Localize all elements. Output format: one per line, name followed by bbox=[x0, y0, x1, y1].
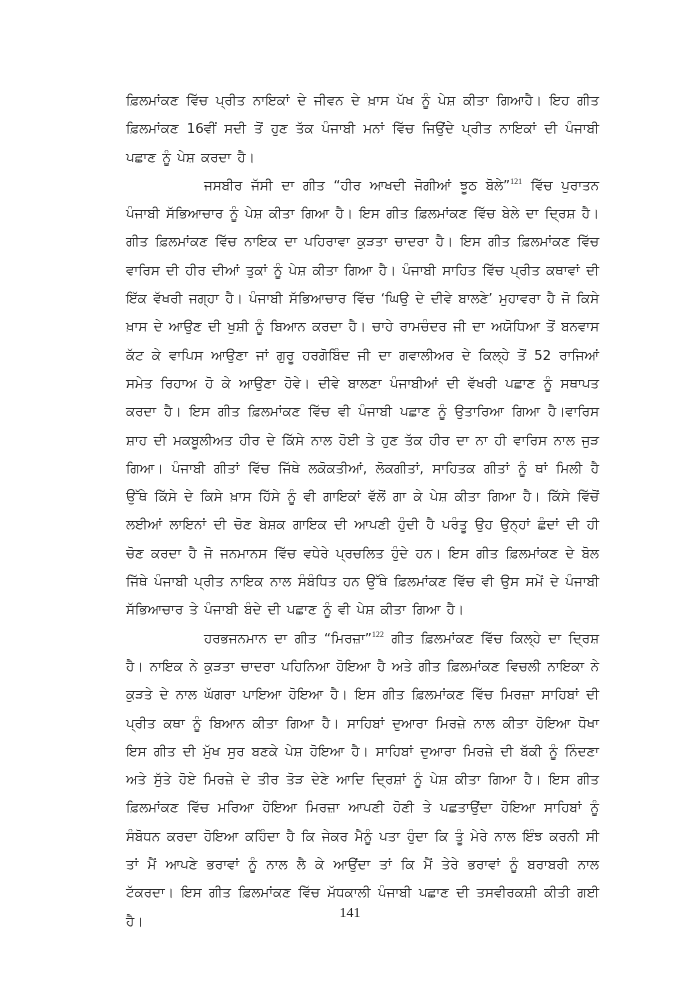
paragraph-text: ਫ਼ਿਲਮਾਂਕਣ ਵਿੱਚ ਪ੍ਰੀਤ ਨਾਇਕਾਂ ਦੇ ਜੀਵਨ ਦੇ ਖ਼ਾਸ ਪੱਖ ਨੂੰ ਪੇਸ਼ ਕੀਤਾ ਗਿਆਹੈ। ਇਹ ਗੀਤ ਫ਼ਿਲਮਾਂਕਣ 16ਵੀਂ ਸਦੀ ਤੋਂ ਹੁਣ ਤੱਕ ਪੰਜਾਬੀ ਮਨਾਂ ਵਿੱਚ ਜਿਉਂਦੇ ਪ੍ਰੀਤ ਨਾਇਕਾਂ ਦੀ ਪੰਜਾਬੀ ਪਛਾਣ ਨੂੰ ਪੇਸ਼ ਕਰਦਾ ਹੈ। bbox=[126, 94, 599, 166]
footnote-ref-122[interactable]: 122 bbox=[371, 629, 384, 639]
paragraph-mirza-song bbox=[126, 626, 599, 937]
page-number: 141 bbox=[339, 906, 361, 921]
paragraph-continuation bbox=[126, 88, 599, 173]
document-body bbox=[126, 88, 599, 937]
paragraph-text: ਗੀਤ ਫ਼ਿਲਮਾਂਕਣ ਵਿੱਚ ਕਿਲ੍ਹੇ ਦਾ ਦ੍ਰਿਸ਼ ਹੈ। ਨਾਇਕ ਨੇ ਕੁੜਤਾ ਚਾਦਰਾ ਪਹਿਨਿਆ ਹੋਇਆ ਹੈ ਅਤੇ ਗੀਤ ਫ਼ਿਲਮਾਂਕਣ ਵਿਚਲੀ ਨਾਇਕਾ ਨੇ ਕੁੜਤੇ ਦੇ ਨਾਲ ਘੱਗਰਾ ਪਾਇਆ ਹੋਇਆ ਹੈ। ਇਸ ਗੀਤ ਫ਼ਿਲਮਾਂਕਣ ਵਿੱਚ ਮਿਰਜ਼ਾ ਸਾਹਿਬਾਂ ਦੀ ਪ੍ਰੀਤ ਕਥਾ ਨੂੰ ਬਿਆਨ ਕੀਤਾ ਗਿਆ ਹੈ। ਸਾਹਿਬਾਂ ਦੁਆਰਾ ਮਿਰਜ਼ੇ ਨਾਲ ਕੀਤਾ ਹੋਇਆ ਧੋਖਾ ਇਸ ਗੀਤ ਦੀ ਮੁੱਖ ਸੁਰ ਬਣਕੇ ਪੇਸ਼ ਹੋਇਆ ਹੈ। ਸਾਹਿਬਾਂ ਦੁਆਰਾ ਮਿਰਜ਼ੇ ਦੀ ਬੱਕੀ ਨੂੰ ਨਿੰਦਣਾ ਅਤੇ ਸੁੱਤੇ ਹੋਏ ਮਿਰਜ਼ੇ ਦੇ ਤੀਰ ਤੋੜ ਦੇਣੇ ਆਦਿ ਦ੍ਰਿਸ਼ਾਂ ਨੂੰ ਪੇਸ਼ ਕੀਤਾ ਗਿਆ ਹੈ। ਇਸ ਗੀਤ ਫ਼ਿਲਮਾਂਕਣ ਵਿੱਚ ਮਰਿਆ ਹੋਇਆ ਮਿਰਜ਼ਾ ਆਪਣੀ ਹੋਣੀ ਤੇ ਪਛਤਾਉਂਦਾ ਹੋਇਆ ਸਾਹਿਬਾਂ ਨੂੰ ਸੰਬੋਧਨ ਕਰਦਾ ਹੋਇਆ ਕਹਿੰਦਾ ਹੈ ਕਿ ਜੇਕਰ ਮੈਨੂੰ ਪਤਾ ਹੁੰਦਾ ਕਿ ਤੂੰ ਮੇਰੇ ਨਾਲ ਇੰਝ ਕਰਨੀ ਸੀ ਤਾਂ ਮੈਂ ਆਪਣੇ ਭਰਾਵਾਂ ਨੂੰ ਨਾਲ ਲੈ ਕੇ ਆਉਂਦਾ ਤਾਂ ਕਿ ਮੈਂ ਤੇਰੇ ਭਰਾਵਾਂ ਨੂੰ ਬਰਾਬਰੀ ਨਾਲ ਟੱਕਰਦਾ। ਇਸ ਗੀਤ ਫ਼ਿਲਮਾਂਕਣ ਵਿੱਚ ਮੱਧਕਾਲੀ ਪੰਜਾਬੀ ਪਛਾਣ ਦੀ ਤਸਵੀਰਕਸ਼ੀ ਕੀਤੀ ਗਈ ਹੈ। bbox=[126, 631, 599, 930]
paragraph-text: ਹਰਭਜਨਮਾਨ ਦਾ ਗੀਤ “ਮਿਰਜ਼ਾ” bbox=[204, 631, 372, 647]
footnote-ref-121[interactable]: 121 bbox=[510, 176, 523, 186]
paragraph-text: ਵਿੱਚ ਪੁਰਾਤਨ ਪੰਜਾਬੀ ਸੱਭਿਆਚਾਰ ਨੂੰ ਪੇਸ਼ ਕੀਤਾ ਗਿਆ ਹੈ। ਇਸ ਗੀਤ ਫ਼ਿਲਮਾਂਕਣ ਵਿੱਚ ਬੇਲੇ ਦਾ ਦ੍ਰਿਸ਼ ਹੈ। ਗੀਤ ਫ਼ਿਲਮਾਂਕਣ ਵਿੱਚ ਨਾਇਕ ਦਾ ਪਹਿਰਾਵਾ ਕੁੜਤਾ ਚਾਦਰਾ ਹੈ। ਇਸ ਗੀਤ ਫ਼ਿਲਮਾਂਕਣ ਵਿੱਚ ਵਾਰਿਸ ਦੀ ਹੀਰ ਦੀਆਂ ਤੁਕਾਂ ਨੂੰ ਪੇਸ਼ ਕੀਤਾ ਗਿਆ ਹੈ। ਪੰਜਾਬੀ ਸਾਹਿਤ ਵਿੱਚ ਪ੍ਰੀਤ ਕਥਾਵਾਂ ਦੀ ਇੱਕ ਵੱਖਰੀ ਜਗ੍ਹਾ ਹੈ। ਪੰਜਾਬੀ ਸੱਭਿਆਚਾਰ ਵਿੱਚ ‘ਘਿਉ ਦੇ ਦੀਵੇ ਬਾਲਣੇ’ ਮੁਹਾਵਰਾ ਹੈ ਜੋ ਕਿਸੇ ਖ਼ਾਸ ਦੇ ਆਉਣ ਦੀ ਖੁਸ਼ੀ ਨੂੰ ਬਿਆਨ ਕਰਦਾ ਹੈ। ਚਾਹੇ ਰਾਮਚੰਦਰ ਜੀ ਦਾ ਅਯੋਧਿਆ ਤੋਂ ਬਨਵਾਸ ਕੱਟ ਕੇ ਵਾਪਿਸ ਆਉਣਾ ਜਾਂ ਗੁਰੂ ਹਰਗੋਬਿੰਦ ਜੀ ਦਾ ਗਵਾਲੀਅਰ ਦੇ ਕਿਲ੍ਹੇ ਤੋਂ 52 ਰਾਜਿਆਂ ਸਮੇਤ ਰਿਹਾਅ ਹੋ ਕੇ ਆਉਣਾ ਹੋਵੇ। ਦੀਵੇ ਬਾਲਣਾ ਪੰਜਾਬੀਆਂ ਦੀ ਵੱਖਰੀ ਪਛਾਣ ਨੂੰ ਸਥਾਪਤ ਕਰਦਾ ਹੈ। ਇਸ ਗੀਤ ਫ਼ਿਲਮਾਂਕਣ ਵਿੱਚ ਵੀ ਪੰਜਾਬੀ ਪਛਾਣ ਨੂੰ ਉਤਾਰਿਆ ਗਿਆ ਹੈ।ਵਾਰਿਸ ਸ਼ਾਹ ਦੀ ਮਕਬੂਲੀਅਤ ਹੀਰ ਦੇ ਕਿੱਸੇ ਨਾਲ ਹੋਈ ਤੇ ਹੁਣ ਤੱਕ ਹੀਰ ਦਾ ਨਾ ਹੀ ਵਾਰਿਸ ਨਾਲ ਜੁੜ ਗਿਆ। ਪੰਜਾਬੀ ਗੀਤਾਂ ਵਿੱਚ ਜਿੱਥੇ ਲਕੋਕਤੀਆਂ, ਲੋਕਗੀਤਾਂ, ਸਾਹਿਤਕ ਗੀਤਾਂ ਨੂੰ ਥਾਂ ਮਿਲੀ ਹੈ ਉੱਥੇ ਕਿੱਸੇ ਦੇ ਕਿਸੇ ਖ਼ਾਸ ਹਿੱਸੇ ਨੂੰ ਵੀ ਗਾਇਕਾਂ ਵੱਲੋਂ ਗਾ ਕੇ ਪੇਸ਼ ਕੀਤਾ ਗਿਆ ਹੈ। ਕਿੱਸੇ ਵਿੱਚੋਂ ਲਈਆਂ ਲਾਇਨਾਂ ਦੀ ਚੋਣ ਬੇਸ਼ਕ ਗਾਇਕ ਦੀ ਆਪਣੀ ਹੁੰਦੀ ਹੈ ਪਰੰਤੂ ਉਹ ਉਨ੍ਹਾਂ ਛੰਦਾਂ ਦੀ ਹੀ ਚੋਣ ਕਰਦਾ ਹੈ ਜੋ ਜਨਮਾਨਸ ਵਿੱਚ ਵਧੇਰੇ ਪ੍ਰਚਲਿਤ ਹੁੰਦੇ ਹਨ। ਇਸ ਗੀਤ ਫ਼ਿਲਮਾਂਕਣ ਦੇ ਬੋਲ ਜਿੱਥੇ ਪੰਜਾਬੀ ਪ੍ਰੀਤ ਨਾਇਕ ਨਾਲ ਸੰਬੰਧਿਤ ਹਨ ਉੱਥੇ ਫ਼ਿਲਮਾਂਕਣ ਵਿੱਚ ਵੀ ਉਸ ਸਮੇਂ ਦੇ ਪੰਜਾਬੀ ਸੱਭਿਆਚਾਰ ਤੇ ਪੰਜਾਬੀ ਬੰਦੇ ਦੀ ਪਛਾਣ ਨੂੰ ਵੀ ਪੇਸ਼ ਕੀਤਾ ਗਿਆ ਹੈ। bbox=[126, 178, 599, 619]
paragraph-text: ਜਸਬੀਰ ਜੱਸੀ ਦਾ ਗੀਤ “ਹੀਰ ਆਖਦੀ ਜੋਗੀਆਂ ਝੂਠ ਬੋਲੇ” bbox=[204, 178, 511, 194]
paragraph-heer-song bbox=[126, 173, 599, 626]
